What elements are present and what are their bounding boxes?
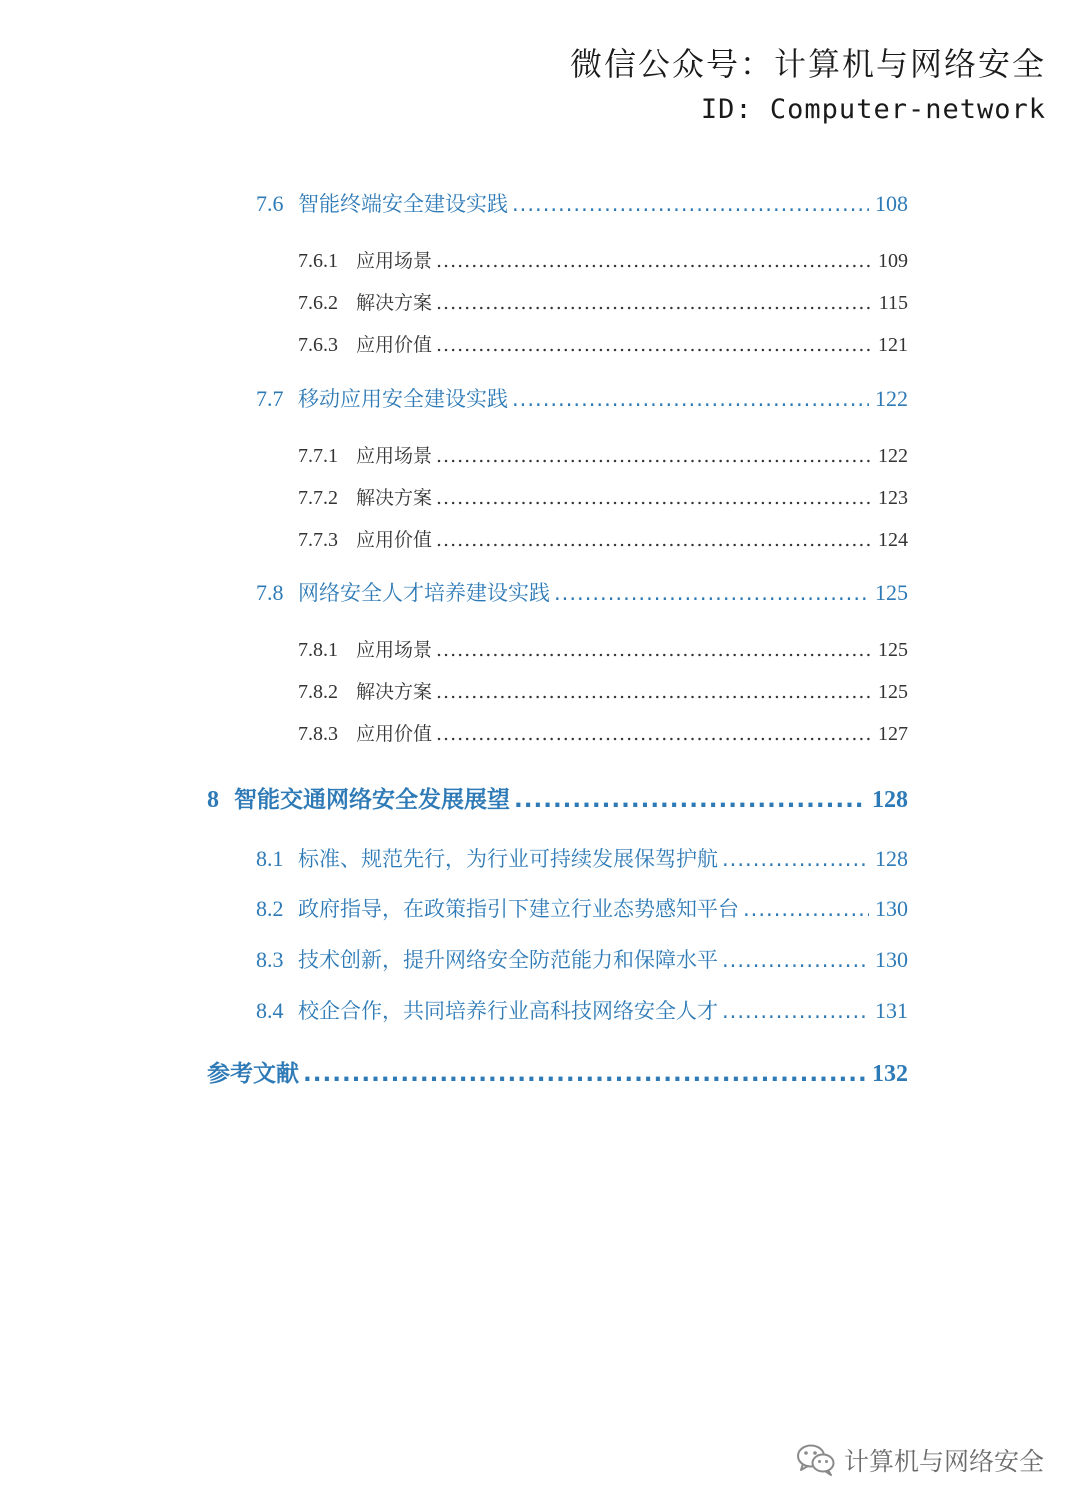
toc-title: 应用价值 [356, 529, 433, 551]
toc-entry-section[interactable] [256, 944, 908, 974]
toc-entry-section[interactable] [256, 577, 908, 607]
toc-entry-subsection[interactable] [298, 441, 908, 468]
toc-entry-chapter[interactable] [207, 781, 908, 814]
toc-page-number: 132 [872, 1061, 908, 1087]
toc-title: 政府指导，在政策指引下建立行业态势感知平台 [298, 897, 739, 921]
toc-leader-dots [436, 681, 872, 703]
toc-number: 7.7.3 [298, 529, 338, 551]
toc-page-number: 115 [878, 292, 908, 314]
toc-title: 网络安全人才培养建设实践 [298, 581, 550, 605]
toc-title: 技术创新，提升网络安全防范能力和保障水平 [298, 948, 718, 972]
toc-entry-subsection[interactable] [298, 483, 908, 510]
toc-number: 7.7.1 [298, 445, 338, 467]
toc-page-number: 128 [875, 846, 908, 871]
toc-entry-subsection[interactable] [298, 677, 908, 704]
toc-entry-references[interactable] [207, 1055, 908, 1088]
toc-number: 7.8.1 [298, 639, 338, 661]
toc-page-number: 127 [878, 723, 908, 745]
toc-number: 8.2 [256, 896, 284, 921]
toc-page-number: 125 [878, 639, 908, 661]
toc-leader-dots [436, 723, 872, 745]
toc-leader-dots [722, 948, 869, 972]
toc-leader-dots [436, 250, 872, 272]
toc-page-number: 130 [875, 947, 908, 972]
toc-number: 8.4 [256, 998, 284, 1023]
header-account-id: ID: Computer-network [700, 94, 1046, 125]
toc-number: 7.8.3 [298, 723, 338, 745]
toc-page-number: 128 [872, 787, 908, 813]
toc-page-number: 125 [878, 681, 908, 703]
toc-leader-dots [722, 999, 869, 1023]
toc-page-number: 130 [875, 896, 908, 921]
toc-entry-subsection[interactable] [298, 246, 908, 273]
toc-number: 7.8 [256, 580, 284, 605]
toc-entry-section[interactable] [256, 188, 908, 218]
toc-entry-section[interactable] [256, 893, 908, 923]
toc-leader-dots [514, 787, 866, 813]
toc-number: 8 [207, 787, 219, 813]
toc-page-number: 122 [875, 386, 908, 411]
toc-title: 应用场景 [356, 639, 433, 661]
toc-leader-dots [303, 1061, 866, 1087]
wechat-icon [796, 1443, 836, 1477]
toc-number: 7.8.2 [298, 681, 338, 703]
toc-title: 应用场景 [356, 250, 433, 272]
watermark [796, 1442, 1044, 1478]
toc-number: 7.6 [256, 191, 284, 216]
toc-title: 参考文献 [207, 1061, 299, 1087]
header-account-name: 微信公众号：计算机与网络安全 [569, 45, 1046, 83]
toc-title: 应用价值 [356, 334, 433, 356]
toc-number: 7.6.2 [298, 292, 338, 314]
toc-leader-dots [436, 445, 872, 467]
toc-entry-section[interactable] [256, 843, 908, 873]
toc-leader-dots [436, 529, 872, 551]
toc-leader-dots [512, 387, 869, 411]
toc-title: 标准、规范先行，为行业可持续发展保驾护航 [298, 847, 718, 871]
toc-leader-dots [436, 292, 873, 314]
toc-number: 7.6.1 [298, 250, 338, 272]
toc-leader-dots [743, 897, 869, 921]
toc-page-number: 131 [875, 998, 908, 1023]
toc-entry-subsection[interactable] [298, 330, 908, 357]
toc-number: 7.7.2 [298, 487, 338, 509]
toc-title: 移动应用安全建设实践 [298, 387, 508, 411]
toc-number: 8.3 [256, 947, 284, 972]
toc-title: 校企合作，共同培养行业高科技网络安全人才 [298, 999, 718, 1023]
toc-title: 解决方案 [356, 681, 433, 703]
toc-leader-dots [436, 639, 872, 661]
toc-entry-subsection[interactable] [298, 635, 908, 662]
toc-leader-dots [722, 847, 869, 871]
toc-title: 应用价值 [356, 723, 433, 745]
toc-page-number: 123 [878, 487, 908, 509]
toc-leader-dots [436, 334, 872, 356]
toc-page-number: 122 [878, 445, 908, 467]
toc-leader-dots [436, 487, 872, 509]
toc-number: 7.7 [256, 386, 284, 411]
watermark-text: 计算机与网络安全 [843, 1447, 1044, 1476]
toc-number: 7.6.3 [298, 334, 338, 356]
toc-entry-subsection[interactable] [298, 719, 908, 746]
header [570, 40, 1046, 132]
toc-leader-dots [512, 192, 869, 216]
toc-entry-section[interactable] [256, 995, 908, 1025]
toc-page-number: 124 [878, 529, 908, 551]
toc-title: 解决方案 [356, 487, 433, 509]
toc-leader-dots [554, 581, 869, 605]
toc-page-number: 108 [875, 191, 908, 216]
toc-title: 智能交通网络安全发展展望 [234, 787, 510, 813]
toc-number: 8.1 [256, 846, 284, 871]
toc-title: 智能终端安全建设实践 [298, 192, 508, 216]
toc-page-number: 109 [878, 250, 908, 272]
toc-page-number: 125 [875, 580, 908, 605]
toc-title: 解决方案 [356, 292, 433, 314]
toc-entry-subsection[interactable] [298, 288, 908, 315]
toc-title: 应用场景 [356, 445, 433, 467]
toc-page-number: 121 [878, 334, 908, 356]
toc-entry-subsection[interactable] [298, 525, 908, 552]
toc-entry-section[interactable] [256, 383, 908, 413]
